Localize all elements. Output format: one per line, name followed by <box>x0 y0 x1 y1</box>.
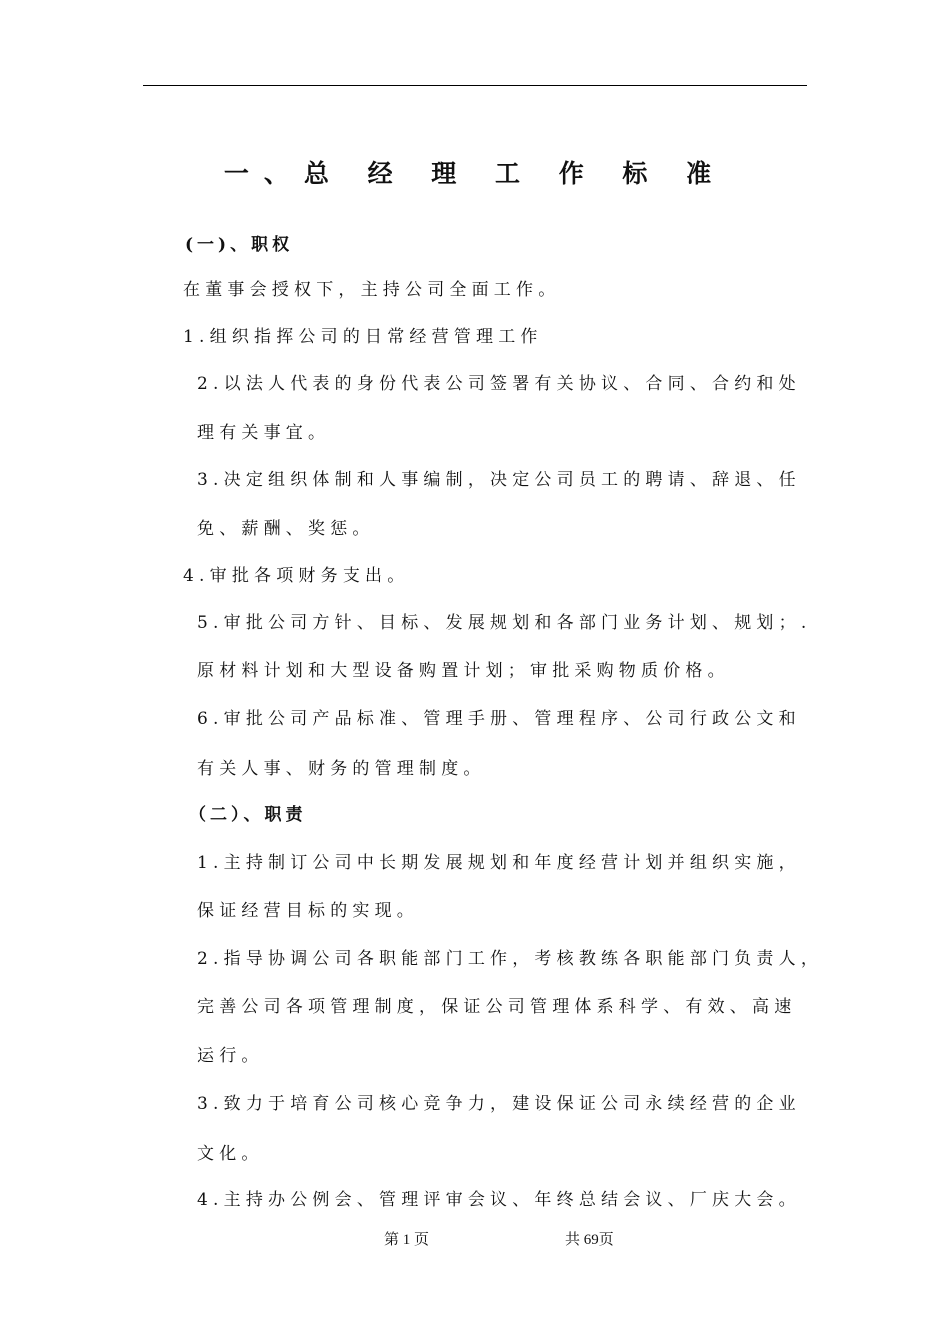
header-rule <box>143 85 807 86</box>
page-number-text: 第 1 页 <box>384 1232 430 1248</box>
list-item-continuation: 保证经营目标的实现。 <box>197 901 419 921</box>
paragraph-line: 在董事会授权下，主持公司全面工作。 <box>183 280 561 300</box>
list-item: 3.致力于培育公司核心竞争力，建设保证公司永续经营的企业 <box>197 1094 801 1114</box>
list-item: 3.决定组织体制和人事编制，决定公司员工的聘请、辞退、任 <box>197 470 801 490</box>
list-item-continuation: 运行。 <box>197 1046 264 1066</box>
list-item: 2.指导协调公司各职能部门工作，考核教练各职能部门负责人， <box>197 949 824 969</box>
document-title: 一、总 经 理 工 作 标 准 <box>223 159 727 188</box>
list-item-continuation: 文化。 <box>197 1144 264 1164</box>
page-number <box>384 1229 429 1251</box>
list-item-continuation: 原材料计划和大型设备购置计划；审批采购物质价格。 <box>197 661 730 681</box>
list-item: 5.审批公司方针、目标、发展规划和各部门业务计划、规划；. <box>197 613 812 633</box>
list-item-continuation: 完善公司各项管理制度，保证公司管理体系科学、有效、高速 <box>197 997 797 1017</box>
list-item: 2.以法人代表的身份代表公司签署有关协议、合同、合约和处 <box>197 374 801 394</box>
list-item: 1.主持制订公司中长期发展规划和年度经营计划并组织实施， <box>197 853 801 873</box>
list-item-continuation: 理有关事宜。 <box>197 423 331 443</box>
list-item-continuation: 有关人事、财务的管理制度。 <box>197 759 486 779</box>
section-heading-duties: （二）、职责 <box>189 805 307 825</box>
total-pages-text: 共 69页 <box>565 1232 614 1248</box>
list-item: 4.审批各项财务支出。 <box>183 566 410 586</box>
list-item: 6.审批公司产品标准、管理手册、管理程序、公司行政公文和 <box>197 709 801 729</box>
list-item: 1.组织指挥公司的日常经营管理工作 <box>183 327 543 347</box>
list-item-continuation: 免、薪酬、奖惩。 <box>197 519 375 539</box>
section-heading-powers: (一)、职权 <box>185 235 294 255</box>
total-pages <box>565 1229 614 1251</box>
list-item: 4.主持办公例会、管理评审会议、年终总结会议、厂庆大会。 <box>197 1190 801 1210</box>
